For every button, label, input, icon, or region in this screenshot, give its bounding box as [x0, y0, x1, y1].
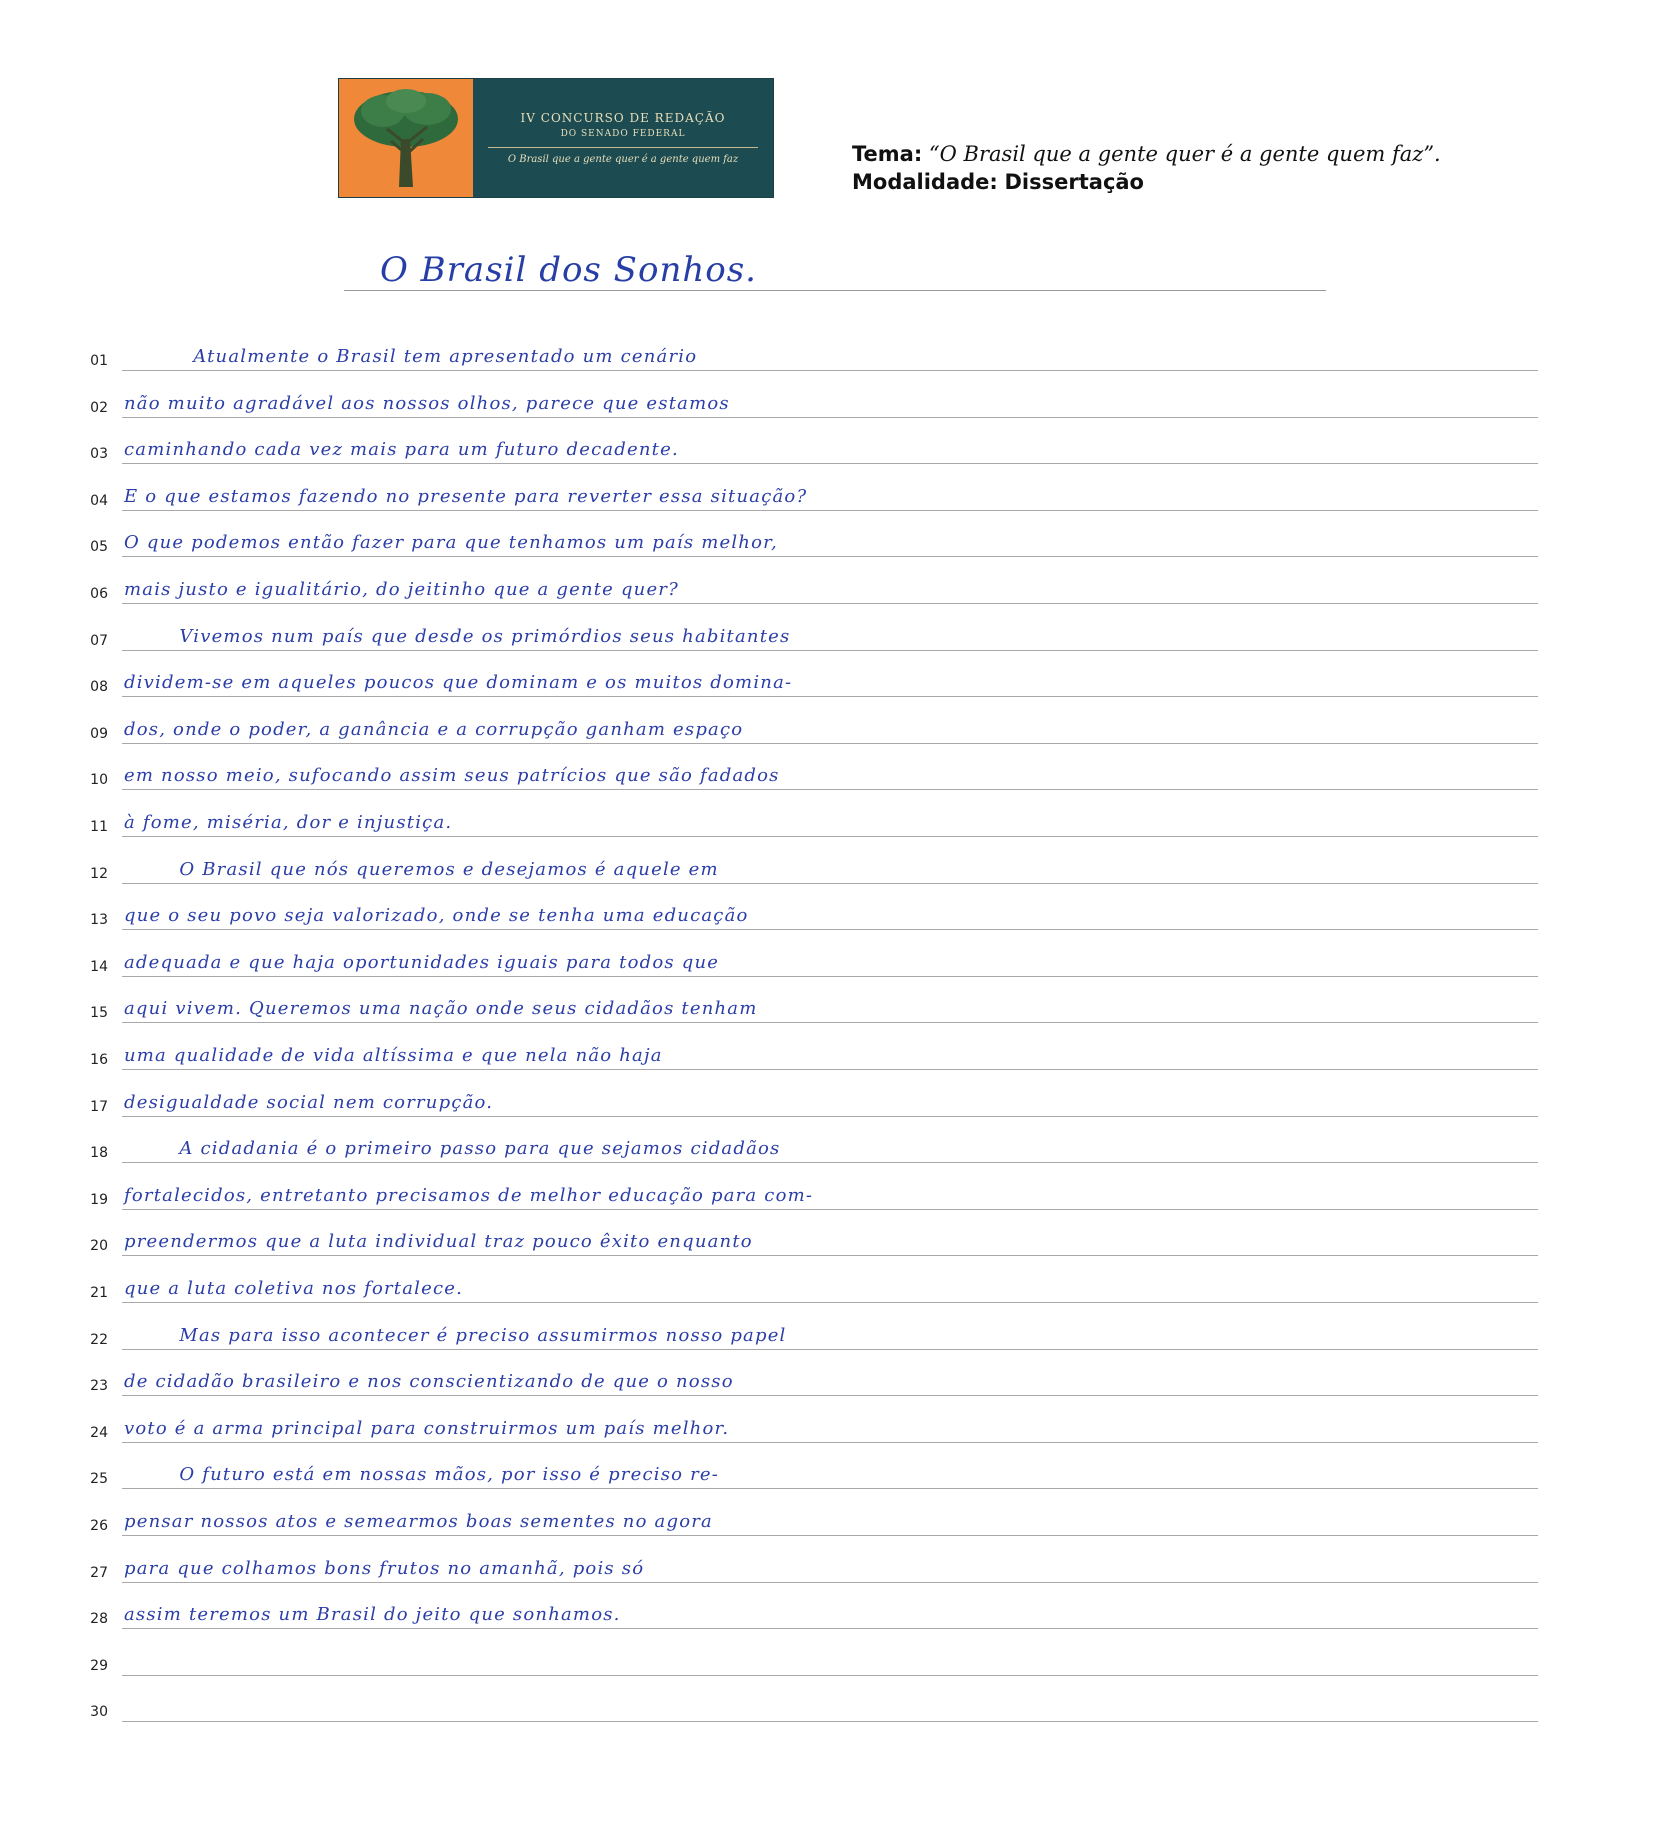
essay-line — [0, 1443, 1676, 1489]
handwritten-text: O que podemos então fazer para que tenhamos um país melhor, — [124, 532, 778, 554]
handwritten-text: de cidadão brasileiro e nos conscientizando de que o nosso — [124, 1371, 734, 1393]
logo-senate-name: DO SENADO FEDERAL — [560, 129, 686, 139]
essay-line — [0, 511, 1676, 557]
line-number: 13 — [90, 912, 108, 929]
handwritten-text: desigualdade social nem corrupção. — [124, 1091, 494, 1113]
handwritten-text: que o seu povo seja valorizado, onde se tenha uma educação — [124, 905, 749, 927]
handwritten-text: que a luta coletiva nos fortalece. — [124, 1278, 464, 1299]
modalidade-line — [852, 168, 1441, 196]
essay-line — [0, 1583, 1676, 1629]
line-number: 29 — [90, 1657, 108, 1674]
handwritten-text: O futuro está em nossas mãos, por isso é preciso re- — [124, 1464, 720, 1486]
essay-line — [0, 372, 1676, 418]
line-number: 18 — [90, 1145, 108, 1162]
essay-line — [0, 698, 1676, 744]
essay-line — [0, 1257, 1676, 1303]
essay-line — [0, 1537, 1676, 1583]
essay-line — [0, 1630, 1676, 1676]
essay-line — [0, 605, 1676, 651]
line-number: 23 — [90, 1378, 108, 1395]
tree-icon — [347, 83, 465, 193]
handwritten-text: Vivemos num país que desde os primórdios seus habitantes — [124, 625, 791, 647]
handwritten-text: assim teremos um Brasil do jeito que sonhamos. — [124, 1604, 621, 1626]
handwritten-text: pensar nossos atos e semearmos boas sementes no agora — [124, 1511, 713, 1532]
logo-text-panel — [473, 79, 773, 197]
line-number: 07 — [90, 632, 108, 649]
line-number: 27 — [90, 1564, 108, 1581]
essay-line — [0, 325, 1676, 371]
modalidade-label: Modalidade: — [852, 170, 998, 194]
handwritten-text: não muito agradável aos nossos olhos, parece que estamos — [124, 392, 730, 414]
handwritten-text: aqui vivem. Queremos uma nação onde seus cidadãos tenham — [124, 998, 758, 1020]
handwritten-text: dividem-se em aqueles poucos que dominam e os muitos domina- — [124, 672, 793, 694]
handwritten-text: mais justo e igualitário, do jeitinho que a gente quer? — [124, 579, 679, 600]
essay-line — [0, 1164, 1676, 1210]
tema-value: “O Brasil que a gente quer é a gente quem faz”. — [928, 142, 1441, 166]
line-number: 30 — [90, 1704, 108, 1721]
essay-line — [0, 465, 1676, 511]
essay-line — [0, 1304, 1676, 1350]
handwritten-text: adequada e que haja oportunidades iguais para todos que — [124, 951, 720, 973]
handwritten-text: à fome, miséria, dor e injustiça. — [124, 812, 453, 833]
line-number: 09 — [90, 725, 108, 742]
line-number: 08 — [90, 679, 108, 696]
logo-tree-panel — [339, 79, 473, 197]
essay-line — [0, 1676, 1676, 1722]
line-number: 15 — [90, 1005, 108, 1022]
line-number: 06 — [90, 586, 108, 602]
essay-line — [0, 1490, 1676, 1536]
essay-line — [0, 931, 1676, 977]
essay-line — [0, 1024, 1676, 1070]
line-number: 28 — [90, 1611, 108, 1628]
modalidade-value: Dissertação — [1004, 170, 1144, 194]
line-number: 22 — [90, 1331, 108, 1348]
handwritten-text: fortalecidos, entretanto precisamos de melhor educação para com- — [124, 1184, 814, 1206]
logo-divider — [488, 147, 758, 148]
essay-meta — [852, 140, 1441, 196]
essay-line — [0, 558, 1676, 604]
essay-line — [0, 1397, 1676, 1443]
logo-slogan: O Brasil que a gente quer é a gente quem faz — [507, 154, 739, 165]
essay-title: O Brasil dos Sonhos. — [380, 250, 757, 290]
essay-line — [0, 884, 1676, 930]
essay-line — [0, 1117, 1676, 1163]
handwritten-text: preendermos que a luta individual traz pouco êxito enquanto — [124, 1231, 753, 1253]
handwritten-text: dos, onde o poder, a ganância e a corrupção ganham espaço — [124, 718, 744, 740]
line-number: 12 — [90, 865, 108, 882]
logo-contest-name: IV CONCURSO DE REDAÇÃO — [520, 111, 726, 125]
essay-line — [0, 791, 1676, 837]
line-number: 16 — [90, 1052, 108, 1068]
line-number: 10 — [90, 772, 108, 789]
contest-logo — [338, 78, 774, 198]
handwritten-text: Atualmente o Brasil tem apresentado um cenário — [124, 346, 698, 367]
essay-line — [0, 1071, 1676, 1117]
tema-line — [852, 140, 1441, 168]
tema-label: Tema: — [852, 142, 923, 166]
line-number: 17 — [90, 1098, 108, 1115]
ruled-line — [122, 1721, 1538, 1722]
handwritten-text: E o que estamos fazendo no presente para reverter essa situação? — [124, 485, 808, 507]
line-number: 24 — [90, 1424, 108, 1441]
essay-line — [0, 977, 1676, 1023]
handwritten-text: caminhando cada vez mais para um futuro decadente. — [124, 439, 679, 461]
handwritten-text: uma qualidade de vida altíssima e que nela não haja — [124, 1045, 663, 1066]
handwritten-text: O Brasil que nós queremos e desejamos é aquele em — [124, 858, 719, 880]
handwritten-text: voto é a arma principal para construirmos um país melhor. — [124, 1417, 730, 1439]
line-number: 20 — [90, 1238, 108, 1255]
essay-line — [0, 418, 1676, 464]
line-number: 03 — [90, 446, 108, 463]
handwritten-text: para que colhamos bons frutos no amanhã, pois só — [124, 1557, 645, 1579]
line-number: 19 — [90, 1191, 108, 1208]
line-number: 01 — [90, 353, 108, 369]
essay-line — [0, 651, 1676, 697]
title-rule — [344, 290, 1326, 291]
essay-line — [0, 838, 1676, 884]
handwritten-text: em nosso meio, sufocando assim seus patrícios que são fadados — [124, 765, 780, 787]
handwritten-text: Mas para isso acontecer é preciso assumirmos nosso papel — [124, 1324, 787, 1346]
line-number: 21 — [90, 1285, 108, 1301]
line-number: 04 — [90, 492, 108, 509]
line-number: 11 — [90, 819, 108, 835]
line-number: 14 — [90, 958, 108, 975]
essay-line — [0, 1210, 1676, 1256]
line-number: 26 — [90, 1518, 108, 1534]
line-number: 05 — [90, 539, 108, 556]
line-number: 02 — [90, 399, 108, 416]
essay-line — [0, 1350, 1676, 1396]
handwritten-text: A cidadania é o primeiro passo para que sejamos cidadãos — [124, 1138, 781, 1160]
essay-line — [0, 744, 1676, 790]
line-number: 25 — [90, 1471, 108, 1488]
